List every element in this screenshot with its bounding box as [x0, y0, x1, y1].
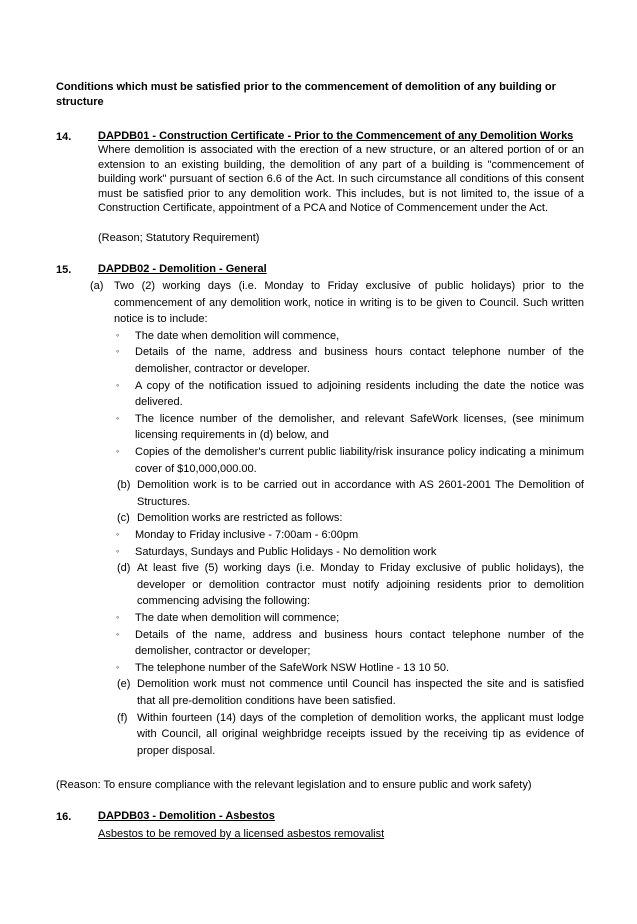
condition-title: DAPDB02 - Demolition - General: [98, 263, 267, 276]
bullet-icon: ◦: [116, 412, 120, 423]
bullet-icon: ◦: [116, 545, 120, 556]
bullet-icon: ◦: [116, 346, 120, 357]
bullet-text: The licence number of the demolisher, and relevant SafeWork licenses, (see minimum licensing requirements in (d) below, and: [135, 412, 584, 442]
list-item-b: [56, 477, 584, 510]
bullet-text: Details of the name, address and business hours contact telephone number of the demolisher, contractor or developer.: [135, 346, 584, 376]
condition-reason: (Reason; Statutory Requirement): [98, 231, 260, 244]
list-text: Demolition work is to be carried out in accordance with AS 2601-2001 The Demolition of Structures.: [137, 479, 584, 508]
bullet-text: Copies of the demolisher's current public liability/risk insurance policy indicating a minimum cover of $10,000,000.00.: [135, 446, 584, 475]
bullet-icon: ◦: [116, 446, 120, 457]
list-label: (b): [117, 479, 131, 492]
bullet-text: Monday to Friday inclusive - 7:00am - 6:00pm: [135, 529, 359, 541]
list-label: (d): [117, 562, 131, 575]
condition-body: Asbestos to be removed by a licensed asbestos removalist: [98, 827, 385, 840]
section-heading: Conditions which must be satisfied prior to the commencement of demolition of any building or structure: [56, 81, 556, 108]
bullet-text: The date when demolition will commence;: [135, 611, 340, 624]
condition-title: DAPDB03 - Demolition - Asbestos: [98, 809, 275, 822]
list-item-c: [56, 510, 584, 527]
list-label: (a): [90, 280, 104, 293]
list-label: (f): [117, 711, 128, 724]
condition-title: DAPDB01 - Construction Certificate - Prior to the Commencement of any Demolition Works: [98, 130, 574, 142]
bullet-item: [56, 328, 584, 345]
bullet-item: [56, 610, 584, 627]
list-item-e: [56, 676, 584, 709]
bullet-icon: ◦: [116, 661, 120, 672]
bullet-item: [56, 627, 584, 660]
bullet-item: [56, 444, 584, 477]
bullet-item: [56, 344, 584, 377]
bullet-text: The telephone number of the SafeWork NSW Hotline - 13 10 50.: [135, 661, 450, 674]
bullet-icon: ◦: [116, 329, 120, 340]
condition-14: [56, 129, 584, 246]
list-label: (c): [117, 512, 130, 525]
condition-16: [56, 809, 584, 843]
list-item-a: [56, 278, 584, 328]
condition-number: 16.: [56, 810, 72, 823]
bullet-icon: ◦: [116, 379, 120, 390]
list-text: Demolition work must not commence until Council has inspected the site and is satisfied that all pre-demolition conditions have been satisfied.: [137, 678, 584, 707]
bullet-icon: ◦: [116, 529, 120, 539]
bullet-icon: ◦: [116, 628, 120, 639]
list-item-f: [56, 710, 584, 760]
condition-15: [56, 262, 584, 276]
condition-number: 14.: [56, 131, 72, 143]
list-text: At least five (5) working days (i.e. Monday to Friday exclusive of public holidays), the developer or demolition contractor must notify adjoining residents prior to demolition commencing advising the following:: [137, 562, 584, 608]
condition-15-body: [56, 278, 584, 759]
bullet-text: Details of the name, address and business hours contact telephone number of the demolisher, contractor or developer;: [135, 628, 584, 658]
document-page: [56, 80, 584, 843]
list-text: Within fourteen (14) days of the completion of demolition works, the applicant must lodge with Council, all original weighbridge receipts issued by the receiving tip as evidence of proper disposal.: [137, 711, 584, 757]
bullet-item: [56, 544, 584, 561]
condition-number: 15.: [56, 264, 72, 277]
list-item-d: [56, 560, 584, 610]
bullet-text: The date when demolition will commence,: [135, 329, 340, 342]
bullet-item: [56, 378, 584, 411]
list-text: Two (2) working days (i.e. Monday to Friday exclusive of public holidays) prior to the commencement of any demolition work, notice in writing is to be given to Council. Such written notice is to include:: [114, 280, 584, 326]
list-text: Demolition works are restricted as follows:: [137, 512, 343, 525]
bullet-item: [56, 411, 584, 444]
bullet-item: [56, 660, 584, 677]
bullet-text: A copy of the notification issued to adjoining residents including the date the notice was delivered.: [135, 379, 584, 409]
list-label: (e): [117, 678, 131, 691]
condition-reason: (Reason: To ensure compliance with the relevant legislation and to ensure public and work safety): [56, 779, 532, 792]
bullet-icon: ◦: [116, 611, 120, 622]
bullet-item: [56, 527, 584, 544]
bullet-text: Saturdays, Sundays and Public Holidays - No demolition work: [135, 545, 437, 558]
condition-body: Where demolition is associated with the erection of a new structure, or an altered portion of or an extension to an existing building, the demolition of any part of a building is "commencement of building work" pursuant of section 6.6 of the Act. In such circumstance all conditions of this consent must be satisfied prior to any demolition work. This includes, but is not limited to, the issue of a Construction Certificate, appointment of a PCA and Notice of Commencement under the Act.: [98, 144, 584, 214]
